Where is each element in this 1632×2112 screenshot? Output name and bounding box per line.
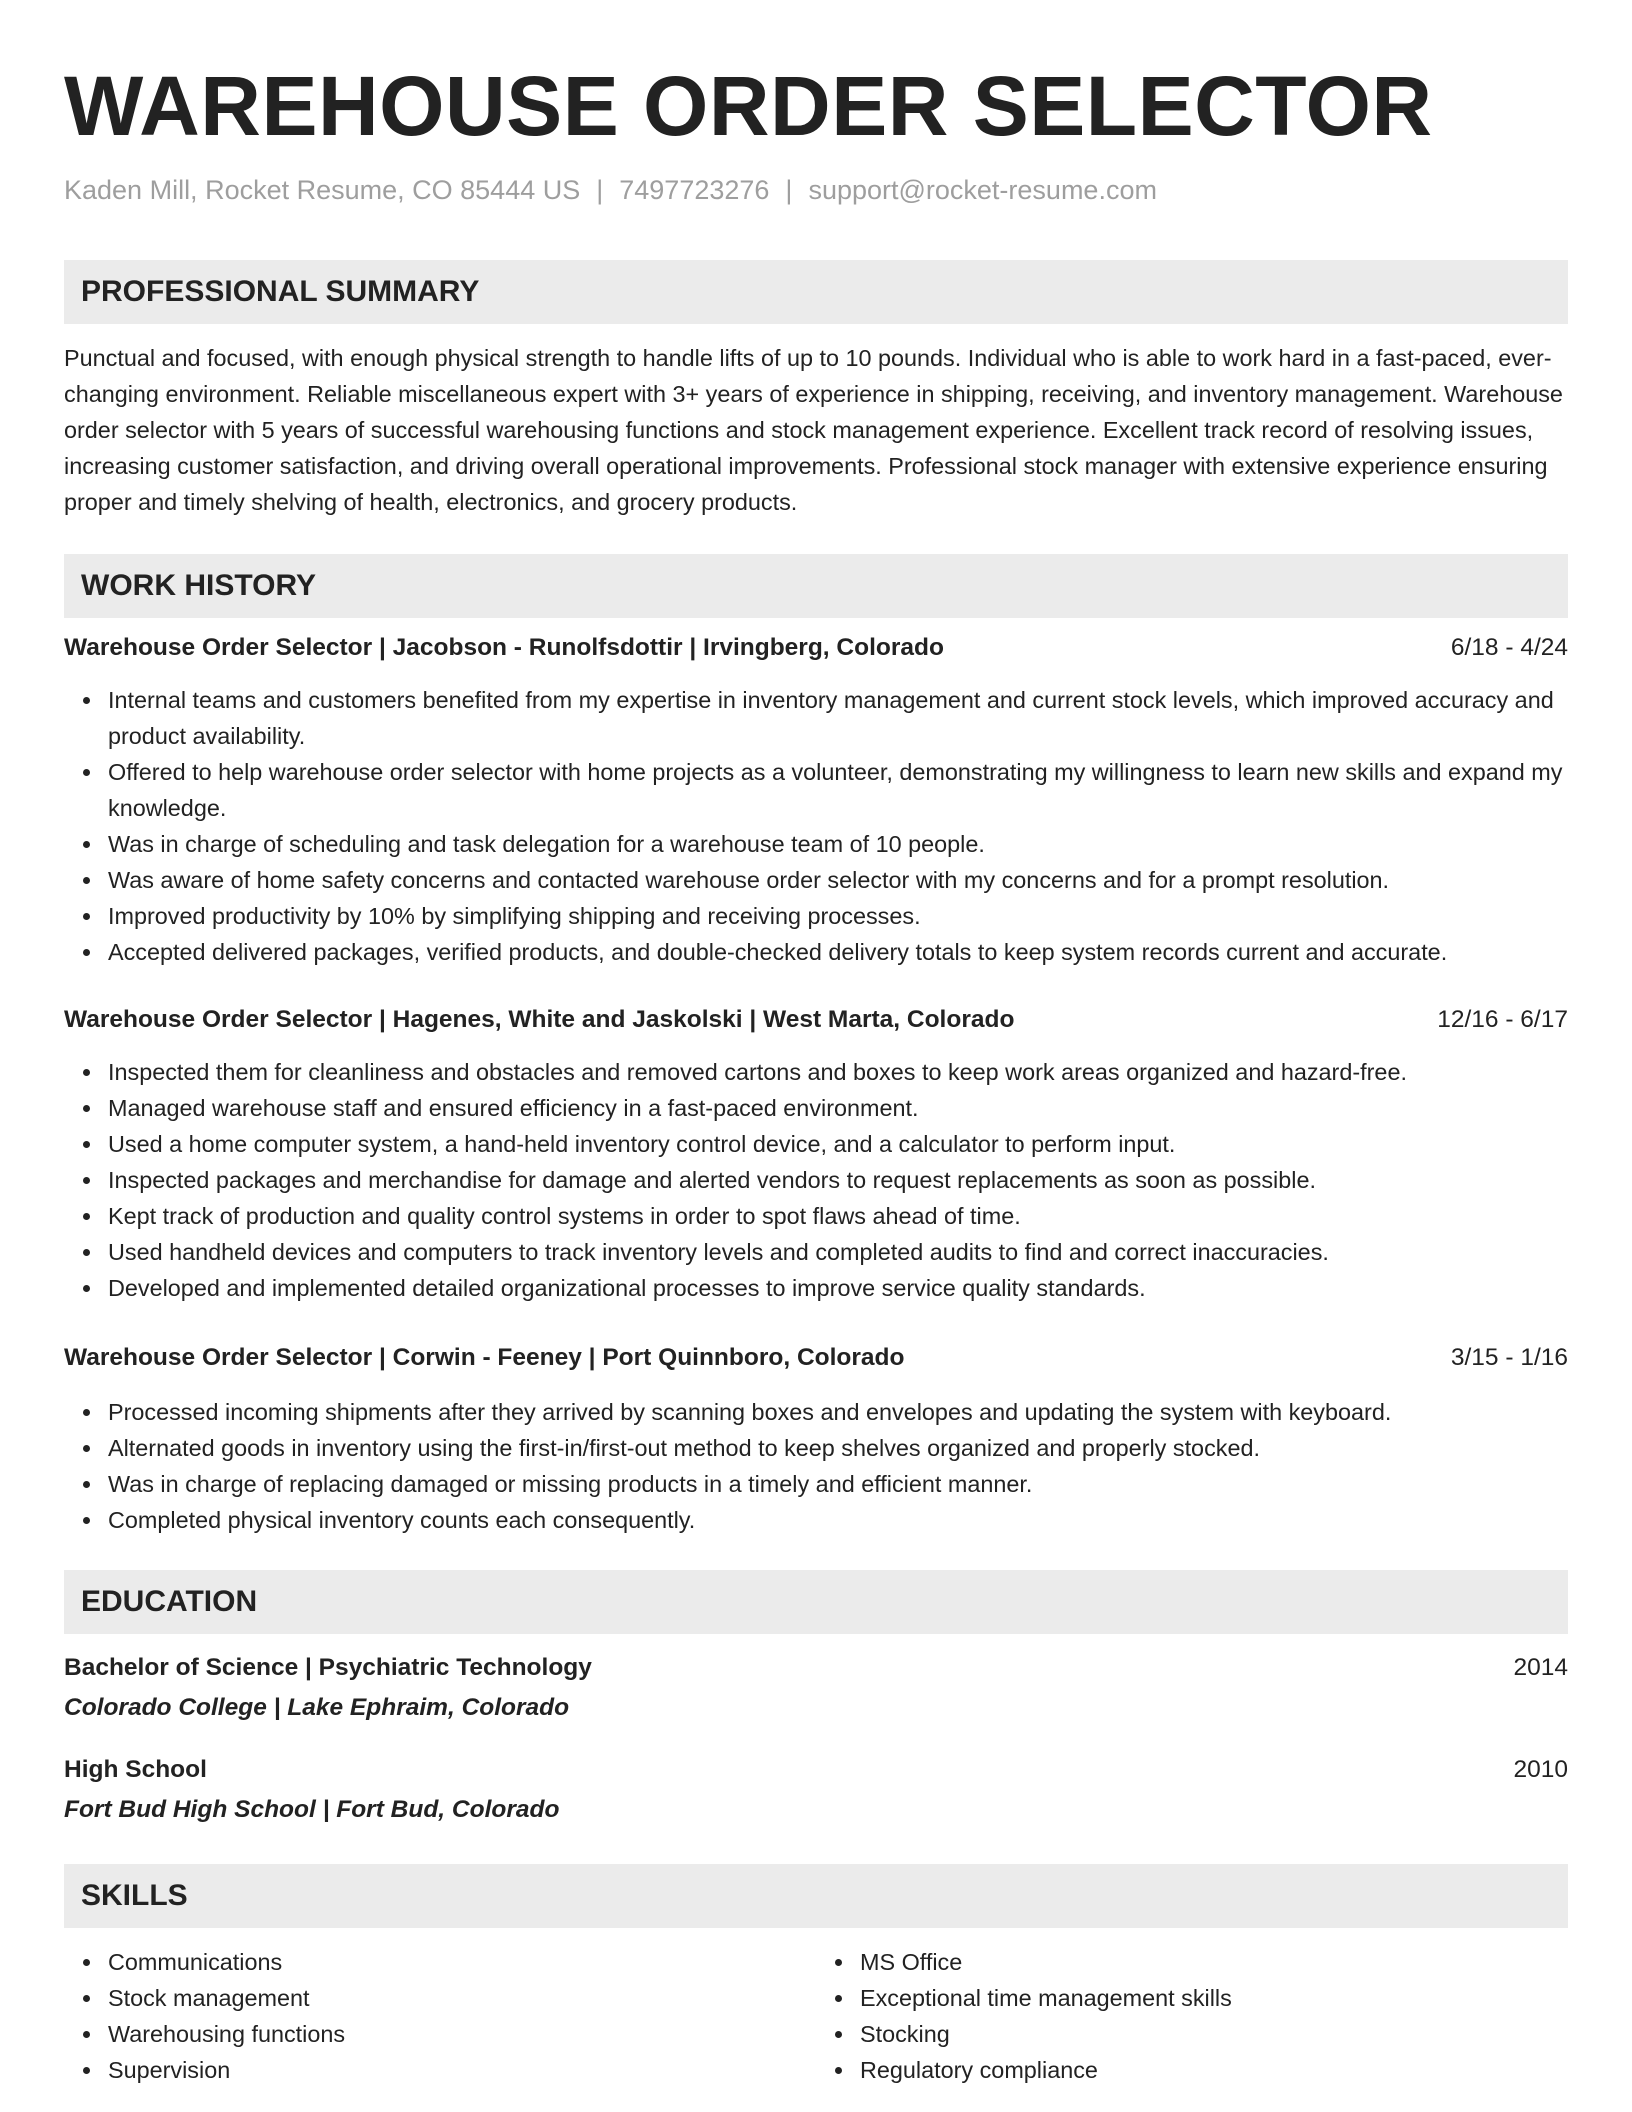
section-heading-summary: PROFESSIONAL SUMMARY bbox=[64, 260, 1568, 324]
skill-item: Exceptional time management skills bbox=[860, 1980, 1568, 2016]
job-dates: 12/16 - 6/17 bbox=[1437, 1006, 1568, 1033]
skill-item: Supervision bbox=[108, 2052, 816, 2088]
contact-separator: | bbox=[596, 175, 604, 205]
job-bullet: Accepted delivered packages, verified products, and double-checked delivery totals to keep system records current and accurate. bbox=[108, 934, 1568, 970]
job-entry bbox=[64, 630, 1568, 970]
skill-item: Stocking bbox=[860, 2016, 1568, 2052]
job-dates: 6/18 - 4/24 bbox=[1450, 634, 1568, 661]
skill-item: Warehousing functions bbox=[108, 2016, 816, 2052]
summary-text: Punctual and focused, with enough physical strength to handle lifts of up to 10 pounds. Individual who is able to work hard in a fast-paced, ever-changing environment. Reliable miscellaneous expert with 3+ years of experience in shipping, receiving, and inventory management. Warehouse order selector with 5 years of successful warehousing functions and stock management experience. Excellent track record of resolving issues, increasing customer satisfaction, and driving overall operational improvements. Professional stock manager with extensive experience ensuring proper and timely shelving of health, electronics, and grocery products. bbox=[64, 345, 1563, 515]
section-heading-education: EDUCATION bbox=[64, 1570, 1568, 1634]
job-bullet: Offered to help warehouse order selector with home projects as a volunteer, demonstrating my willingness to learn new skills and expand my knowledge. bbox=[108, 754, 1568, 826]
job-bullet: Was in charge of scheduling and task delegation for a warehouse team of 10 people. bbox=[108, 826, 1568, 862]
candidate-name: WAREHOUSE ORDER SELECTOR bbox=[64, 59, 1433, 153]
job-bullet: Used a home computer system, a hand-held inventory control device, and a calculator to perform input. bbox=[108, 1126, 1568, 1162]
job-title: Warehouse Order Selector | Jacobson - Runolfsdottir | Irvingberg, Colorado bbox=[64, 634, 944, 661]
contact-separator: | bbox=[785, 175, 793, 205]
job-entry bbox=[64, 1340, 1568, 1538]
job-bullet: Used handheld devices and computers to track inventory levels and completed audits to find and correct inaccuracies. bbox=[108, 1234, 1568, 1270]
education-year: 2010 bbox=[1513, 1756, 1568, 1783]
education-entry bbox=[64, 1650, 1568, 1726]
job-bullet: Internal teams and customers benefited from my expertise in inventory management and current stock levels, which improved accuracy and product availability. bbox=[108, 682, 1568, 754]
job-bullet: Processed incoming shipments after they arrived by scanning boxes and envelopes and updating the system with keyboard. bbox=[108, 1394, 1568, 1430]
skills-columns bbox=[64, 1944, 1568, 2088]
job-dates: 3/15 - 1/16 bbox=[1450, 1344, 1568, 1371]
education-school: Fort Bud High School | Fort Bud, Colorado bbox=[64, 1796, 560, 1823]
job-bullet: Was aware of home safety concerns and contacted warehouse order selector with my concerns and for a prompt resolution. bbox=[108, 862, 1568, 898]
section-heading-work-history: WORK HISTORY bbox=[64, 554, 1568, 618]
skill-item: Communications bbox=[108, 1944, 816, 1980]
skill-item: Regulatory compliance bbox=[860, 2052, 1568, 2088]
job-bullet-list bbox=[64, 1054, 1568, 1306]
job-bullet: Kept track of production and quality control systems in order to spot flaws ahead of time. bbox=[108, 1198, 1568, 1234]
contact-phone: 7497723276 bbox=[619, 175, 770, 205]
education-degree: High School bbox=[64, 1756, 207, 1783]
contact-address: Kaden Mill, Rocket Resume, CO 85444 US bbox=[64, 175, 581, 205]
education-header bbox=[64, 1752, 1568, 1788]
job-bullet: Completed physical inventory counts each consequently. bbox=[108, 1502, 1568, 1538]
education-degree: Bachelor of Science | Psychiatric Technology bbox=[64, 1654, 592, 1681]
job-header bbox=[64, 630, 1568, 666]
job-bullet: Inspected packages and merchandise for damage and alerted vendors to request replacements as soon as possible. bbox=[108, 1162, 1568, 1198]
job-title: Warehouse Order Selector | Hagenes, White and Jaskolski | West Marta, Colorado bbox=[64, 1006, 1015, 1033]
job-bullet: Improved productivity by 10% by simplifying shipping and receiving processes. bbox=[108, 898, 1568, 934]
job-bullet: Was in charge of replacing damaged or missing products in a timely and efficient manner. bbox=[108, 1466, 1568, 1502]
education-header bbox=[64, 1650, 1568, 1686]
contact-line bbox=[64, 172, 1568, 208]
education-year: 2014 bbox=[1513, 1654, 1568, 1681]
contact-email: support@rocket-resume.com bbox=[808, 175, 1157, 205]
job-header bbox=[64, 1002, 1568, 1038]
section-heading-skills: SKILLS bbox=[64, 1864, 1568, 1928]
job-entry bbox=[64, 1002, 1568, 1306]
job-header bbox=[64, 1340, 1568, 1376]
job-bullet-list bbox=[64, 682, 1568, 970]
job-bullet-list bbox=[64, 1394, 1568, 1538]
skill-item: MS Office bbox=[860, 1944, 1568, 1980]
education-school: Colorado College | Lake Ephraim, Colorado bbox=[64, 1694, 570, 1721]
job-bullet: Inspected them for cleanliness and obstacles and removed cartons and boxes to keep work areas organized and hazard-free. bbox=[108, 1054, 1568, 1090]
job-bullet: Developed and implemented detailed organizational processes to improve service quality standards. bbox=[108, 1270, 1568, 1306]
job-bullet: Managed warehouse staff and ensured efficiency in a fast-paced environment. bbox=[108, 1090, 1568, 1126]
job-title: Warehouse Order Selector | Corwin - Feeney | Port Quinnboro, Colorado bbox=[64, 1344, 905, 1371]
skill-item: Stock management bbox=[108, 1980, 816, 2016]
skills-list-right bbox=[816, 1944, 1568, 2088]
job-bullet: Alternated goods in inventory using the first-in/first-out method to keep shelves organized and properly stocked. bbox=[108, 1430, 1568, 1466]
education-entry bbox=[64, 1752, 1568, 1828]
skills-list-left bbox=[64, 1944, 816, 2088]
